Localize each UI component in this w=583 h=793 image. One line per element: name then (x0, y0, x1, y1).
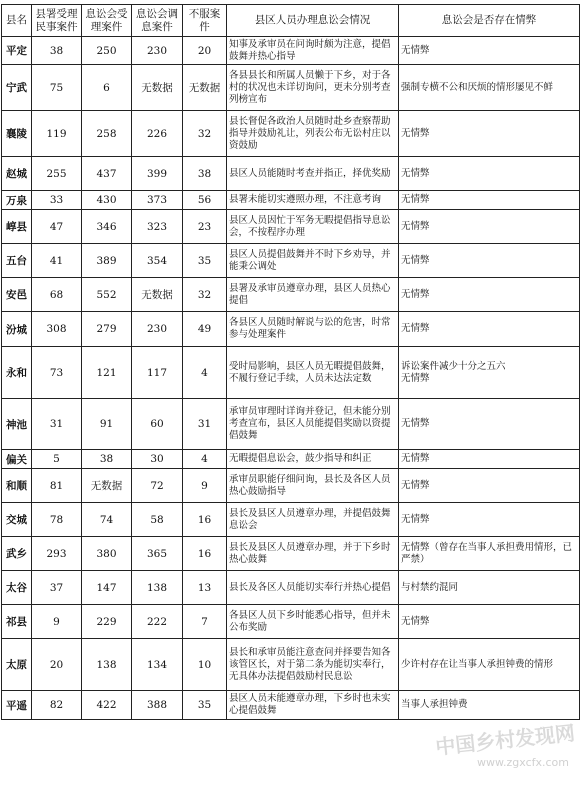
site-watermark-url: www.zgxcfx.com (477, 756, 569, 769)
civil-cases-cell: 31 (32, 399, 82, 450)
situation-cell: 县区人员提倡鼓舞并不时下乡劝导，并能秉公调处 (227, 244, 399, 278)
mediated-cases-cell: 226 (132, 111, 183, 157)
mediated-cases-cell: 230 (132, 37, 183, 65)
county-cell: 平遥 (2, 691, 32, 720)
county-cell: 襄陵 (2, 111, 32, 157)
county-cell: 汾城 (2, 312, 32, 347)
county-cell: 平定 (2, 37, 32, 65)
table-row (2, 244, 580, 278)
mediated-cases-cell: 388 (132, 691, 183, 720)
accepted-cases-cell: 147 (82, 571, 132, 605)
table-row (2, 605, 580, 639)
county-cell: 太原 (2, 639, 32, 691)
abuse-cell: 当事人承担钟费 (399, 691, 580, 720)
situation-cell: 县区人员能随时考查并指正，择优奖励 (227, 157, 399, 191)
accepted-cases-cell: 430 (82, 191, 132, 210)
accepted-cases-cell: 346 (82, 210, 132, 244)
mediated-cases-cell: 230 (132, 312, 183, 347)
county-cell: 祁县 (2, 605, 32, 639)
appeal-cases-cell: 16 (183, 537, 227, 571)
accepted-cases-cell: 422 (82, 691, 132, 720)
situation-cell: 县长及县区人员遵章办理，并提倡鼓舞息讼会 (227, 503, 399, 537)
mediated-cases-cell: 323 (132, 210, 183, 244)
appeal-cases-cell: 32 (183, 111, 227, 157)
abuse-cell: 无情弊 (399, 312, 580, 347)
mediated-cases-cell: 117 (132, 347, 183, 399)
civil-cases-cell: 20 (32, 639, 82, 691)
appeal-cases-cell: 10 (183, 639, 227, 691)
civil-cases-cell: 5 (32, 450, 82, 469)
appeal-cases-cell: 32 (183, 278, 227, 312)
table-row (2, 278, 580, 312)
table-row (2, 450, 580, 469)
column-header: 县名 (2, 5, 32, 37)
abuse-cell: 少许村存在让当事人承担钟费的情形 (399, 639, 580, 691)
county-cell: 偏关 (2, 450, 32, 469)
mediated-cases-cell: 354 (132, 244, 183, 278)
table-row (2, 210, 580, 244)
situation-cell: 县长及各区人员能切实奉行并热心提倡 (227, 571, 399, 605)
situation-cell: 县长和承审员能注意查问并择要告知各该管区长，对于第二条为能切实奉行，无具体办法提倡鼓励村民息讼 (227, 639, 399, 691)
situation-cell: 县长督促各政治人员随时赴乡查察帮助指导并鼓励礼让，列表公布无讼村庄以资鼓励 (227, 111, 399, 157)
table-body (2, 37, 580, 720)
abuse-cell: 无情弊 (399, 210, 580, 244)
county-cell: 神池 (2, 399, 32, 450)
table-row (2, 65, 580, 111)
mediated-cases-cell: 60 (132, 399, 183, 450)
table-row (2, 347, 580, 399)
abuse-cell: 无情弊 (399, 399, 580, 450)
civil-cases-cell: 81 (32, 469, 82, 503)
county-cell: 安邑 (2, 278, 32, 312)
table-row (2, 691, 580, 720)
abuse-cell: 无情弊 (399, 503, 580, 537)
table-row (2, 503, 580, 537)
accepted-cases-cell: 389 (82, 244, 132, 278)
appeal-cases-cell: 35 (183, 244, 227, 278)
county-cell: 崞县 (2, 210, 32, 244)
mediated-cases-cell: 30 (132, 450, 183, 469)
accepted-cases-cell: 121 (82, 347, 132, 399)
mediated-cases-cell: 365 (132, 537, 183, 571)
header-row (2, 5, 580, 37)
mediated-cases-cell: 无数据 (132, 65, 183, 111)
civil-cases-cell: 33 (32, 191, 82, 210)
statistics-table (1, 4, 580, 720)
appeal-cases-cell: 20 (183, 37, 227, 65)
abuse-cell: 无情弊 (399, 111, 580, 157)
accepted-cases-cell: 250 (82, 37, 132, 65)
situation-cell: 县署未能切实遵照办理，不注意考询 (227, 191, 399, 210)
situation-cell: 各县县长和所属人员懒于下乡，对于各村的状况也未详切询问，更未分别考查列榜宣布 (227, 65, 399, 111)
table-row (2, 571, 580, 605)
situation-cell: 县区人员因忙于军务无暇提倡指导息讼会，不按程序办理 (227, 210, 399, 244)
civil-cases-cell: 47 (32, 210, 82, 244)
accepted-cases-cell: 91 (82, 399, 132, 450)
table-row (2, 639, 580, 691)
table-row (2, 191, 580, 210)
column-header: 不服案件 (183, 5, 227, 37)
table-header (2, 5, 580, 37)
mediated-cases-cell: 138 (132, 571, 183, 605)
appeal-cases-cell: 49 (183, 312, 227, 347)
column-header: 县区人员办理息讼会情况 (227, 5, 399, 37)
accepted-cases-cell: 552 (82, 278, 132, 312)
appeal-cases-cell: 56 (183, 191, 227, 210)
civil-cases-cell: 37 (32, 571, 82, 605)
table-row (2, 399, 580, 450)
appeal-cases-cell: 4 (183, 450, 227, 469)
accepted-cases-cell: 138 (82, 639, 132, 691)
table-row (2, 537, 580, 571)
column-header: 息讼会调息案件 (132, 5, 183, 37)
mediated-cases-cell: 72 (132, 469, 183, 503)
county-cell: 五台 (2, 244, 32, 278)
situation-cell: 知事及承审员在问询时颇为注意，提倡鼓舞并热心指导 (227, 37, 399, 65)
civil-cases-cell: 255 (32, 157, 82, 191)
accepted-cases-cell: 229 (82, 605, 132, 639)
table-row (2, 469, 580, 503)
abuse-cell: 无情弊 (399, 157, 580, 191)
accepted-cases-cell: 258 (82, 111, 132, 157)
county-cell: 武乡 (2, 537, 32, 571)
situation-cell: 承审员职能仔细问询，县长及各区人员热心鼓励指导 (227, 469, 399, 503)
appeal-cases-cell: 无数据 (183, 65, 227, 111)
situation-cell: 受时局影响，县区人员无暇提倡鼓舞，不履行登记手续，人员未达法定数 (227, 347, 399, 399)
civil-cases-cell: 293 (32, 537, 82, 571)
county-cell: 万泉 (2, 191, 32, 210)
abuse-cell: 无情弊 (399, 37, 580, 65)
table-row (2, 312, 580, 347)
appeal-cases-cell: 35 (183, 691, 227, 720)
abuse-cell: 无情弊 (399, 244, 580, 278)
civil-cases-cell: 68 (32, 278, 82, 312)
appeal-cases-cell: 9 (183, 469, 227, 503)
civil-cases-cell: 308 (32, 312, 82, 347)
column-header: 息讼会受理案件 (82, 5, 132, 37)
county-cell: 太谷 (2, 571, 32, 605)
table-row (2, 157, 580, 191)
abuse-cell: 无情弊 (399, 605, 580, 639)
mediated-cases-cell: 222 (132, 605, 183, 639)
situation-cell: 各县区人员随时解说与讼的危害，时常参与处理案件 (227, 312, 399, 347)
accepted-cases-cell: 6 (82, 65, 132, 111)
situation-cell: 无暇提倡息讼会，鼓少指导和纠正 (227, 450, 399, 469)
civil-cases-cell: 75 (32, 65, 82, 111)
accepted-cases-cell: 279 (82, 312, 132, 347)
county-cell: 赵城 (2, 157, 32, 191)
abuse-cell: 无情弊 (399, 278, 580, 312)
appeal-cases-cell: 23 (183, 210, 227, 244)
abuse-cell: 强制专横不公和厌烦的情形屡见不鲜 (399, 65, 580, 111)
county-cell: 交城 (2, 503, 32, 537)
appeal-cases-cell: 16 (183, 503, 227, 537)
appeal-cases-cell: 4 (183, 347, 227, 399)
accepted-cases-cell: 无数据 (82, 469, 132, 503)
civil-cases-cell: 78 (32, 503, 82, 537)
civil-cases-cell: 38 (32, 37, 82, 65)
county-cell: 和顺 (2, 469, 32, 503)
accepted-cases-cell: 38 (82, 450, 132, 469)
abuse-cell: 无情弊 (399, 469, 580, 503)
abuse-cell: 无情弊（曾存在当事人承担费用情形，已严禁） (399, 537, 580, 571)
civil-cases-cell: 73 (32, 347, 82, 399)
civil-cases-cell: 41 (32, 244, 82, 278)
appeal-cases-cell: 13 (183, 571, 227, 605)
column-header: 县署受理民事案件 (32, 5, 82, 37)
mediated-cases-cell: 134 (132, 639, 183, 691)
county-cell: 永和 (2, 347, 32, 399)
civil-cases-cell: 9 (32, 605, 82, 639)
abuse-cell: 诉讼案件减少十分之五六 无情弊 (399, 347, 580, 399)
situation-cell: 县区人员未能遵章办理，下乡时也未实心提倡鼓舞 (227, 691, 399, 720)
civil-cases-cell: 82 (32, 691, 82, 720)
appeal-cases-cell: 7 (183, 605, 227, 639)
situation-cell: 县长及县区人员遵章办理，并于下乡时热心鼓舞 (227, 537, 399, 571)
county-cell: 宁武 (2, 65, 32, 111)
table-row (2, 111, 580, 157)
accepted-cases-cell: 380 (82, 537, 132, 571)
appeal-cases-cell: 38 (183, 157, 227, 191)
mediated-cases-cell: 58 (132, 503, 183, 537)
site-watermark: 中国乡村发现网 (434, 720, 577, 760)
situation-cell: 各县区人员下乡时能悉心指导，但并未公布奖励 (227, 605, 399, 639)
abuse-cell: 无情弊 (399, 450, 580, 469)
accepted-cases-cell: 437 (82, 157, 132, 191)
appeal-cases-cell: 31 (183, 399, 227, 450)
civil-cases-cell: 119 (32, 111, 82, 157)
abuse-cell: 无情弊 (399, 191, 580, 210)
mediated-cases-cell: 373 (132, 191, 183, 210)
situation-cell: 承审员审理时详询并登记，但未能分别考查宣布，县区人员能提倡奖励以资提倡鼓舞 (227, 399, 399, 450)
abuse-cell: 与村禁约混同 (399, 571, 580, 605)
situation-cell: 县署及承审员遵章办理，县区人员热心提倡 (227, 278, 399, 312)
mediated-cases-cell: 399 (132, 157, 183, 191)
mediated-cases-cell: 无数据 (132, 278, 183, 312)
column-header: 息讼会是否存在情弊 (399, 5, 580, 37)
table-row (2, 37, 580, 65)
accepted-cases-cell: 74 (82, 503, 132, 537)
